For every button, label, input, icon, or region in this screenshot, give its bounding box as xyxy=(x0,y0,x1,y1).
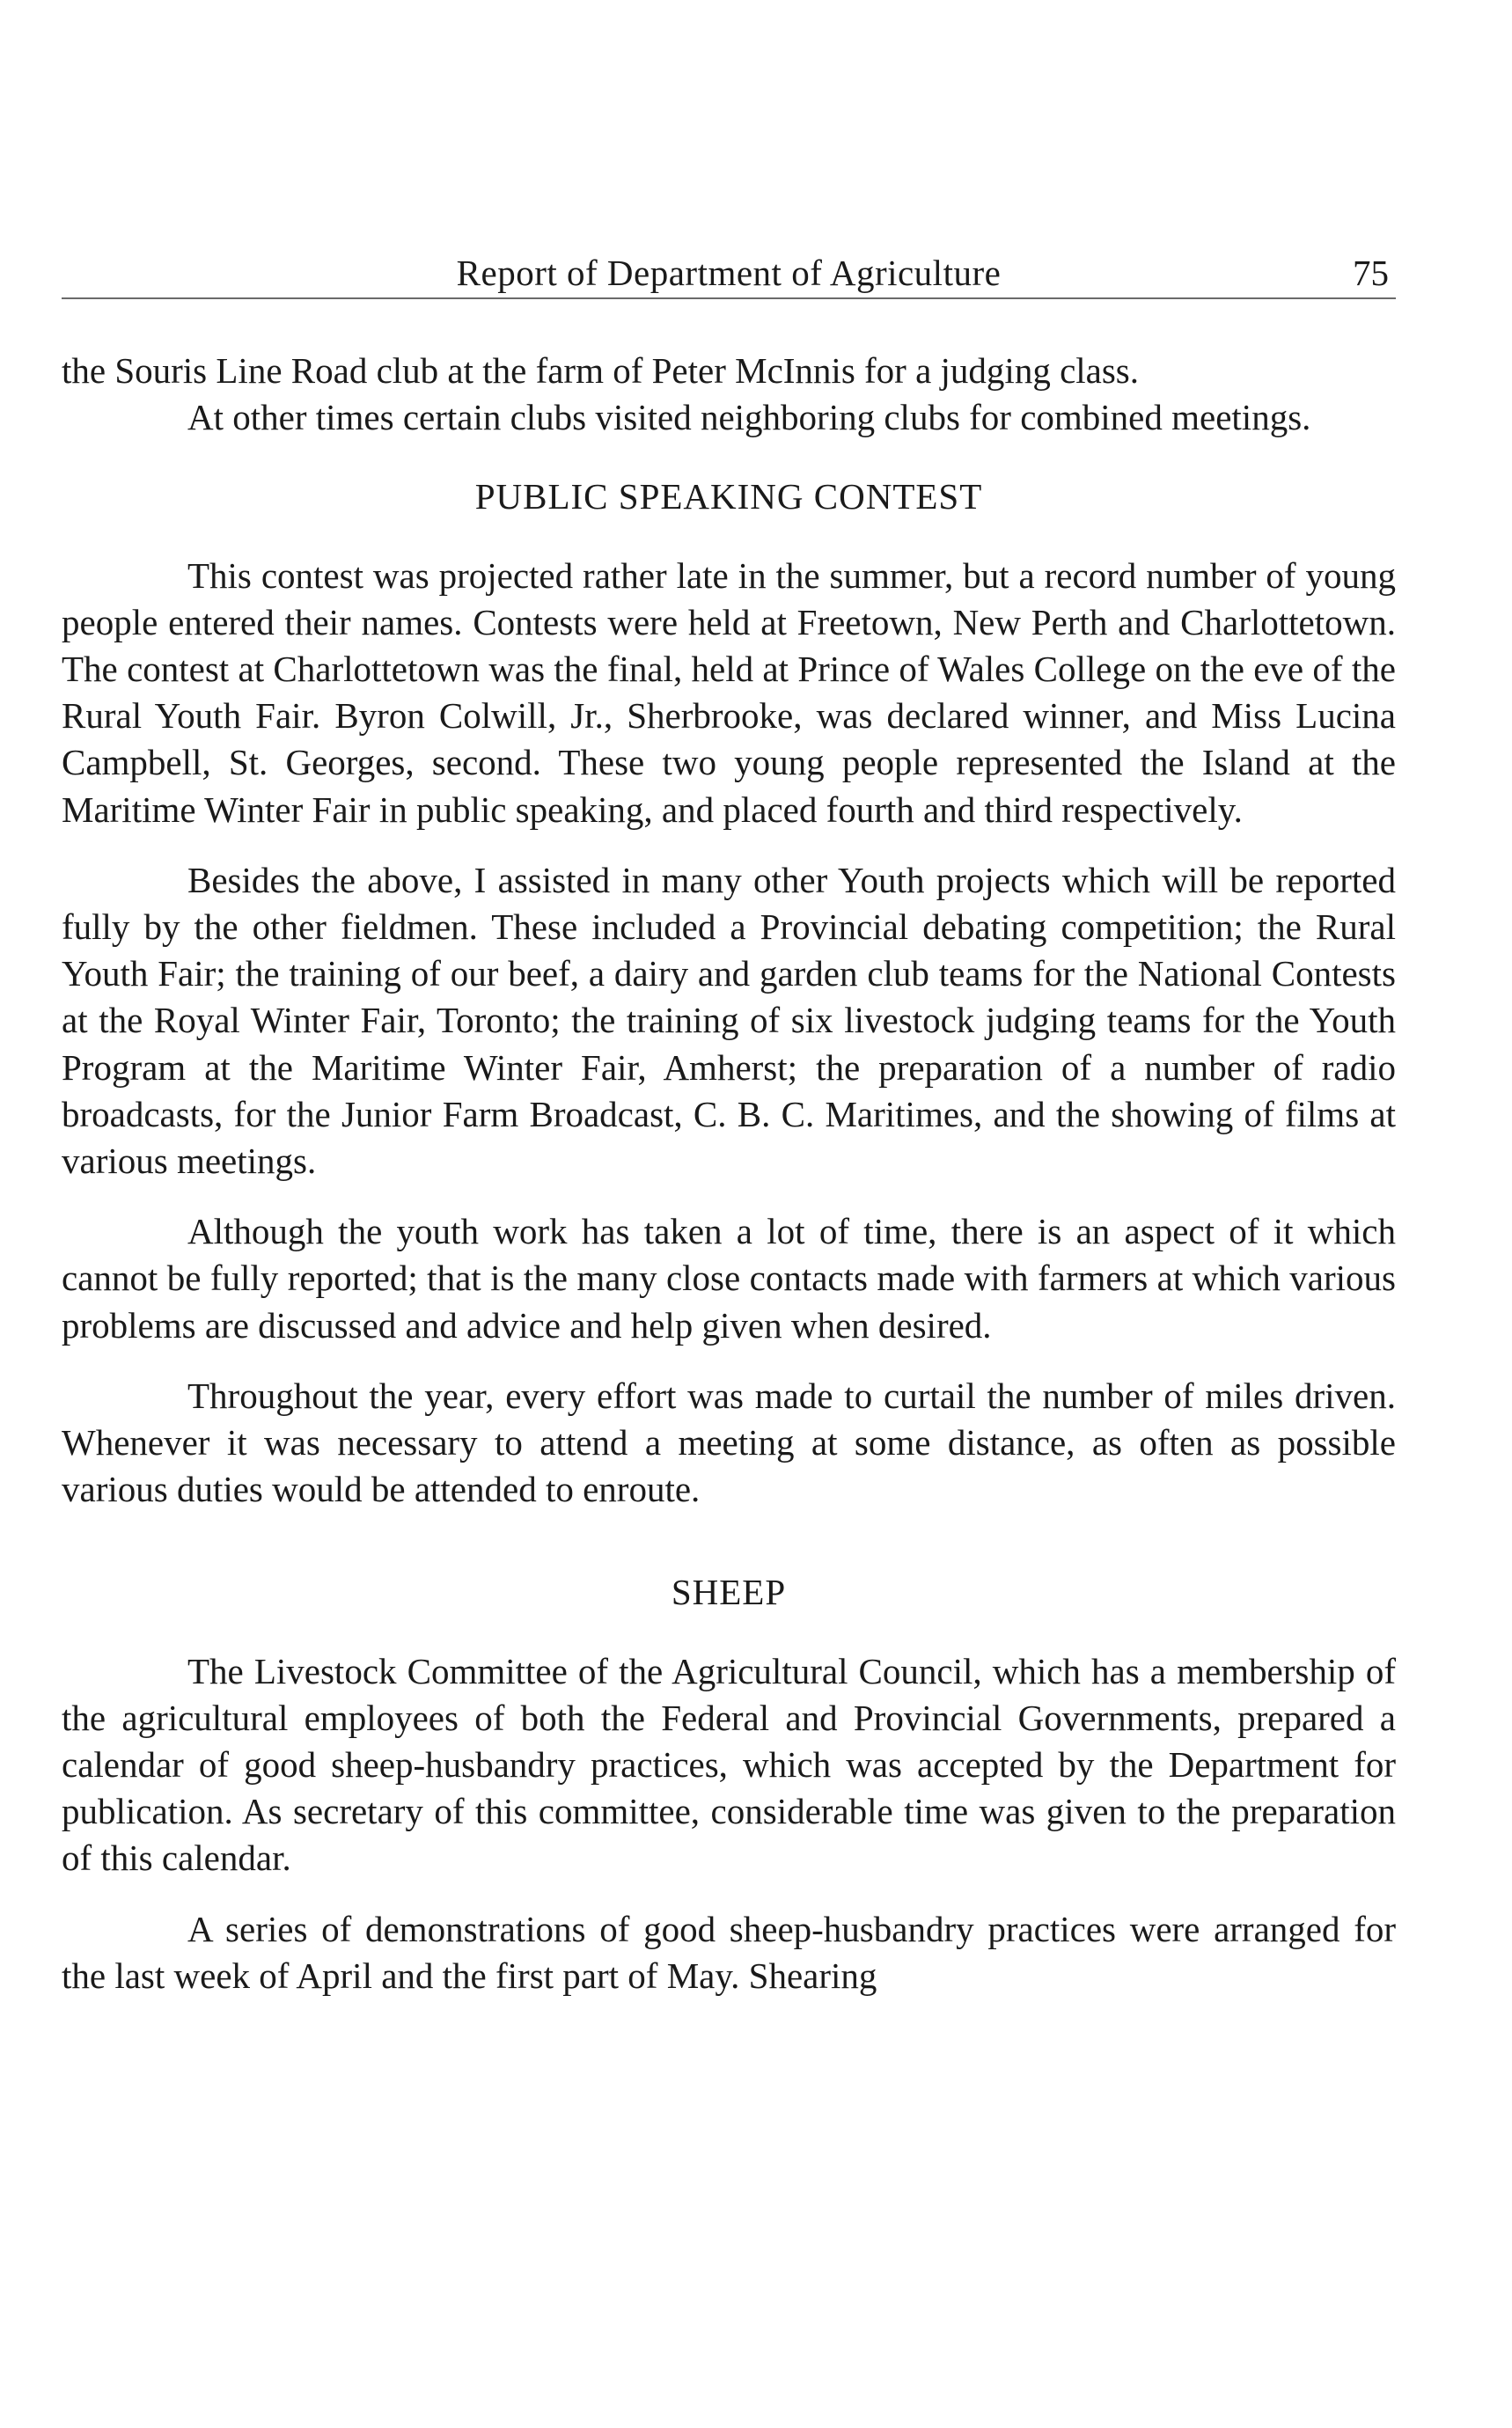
paragraph-youth-work: Although the youth work has taken a lot of time, there is an aspect of it which cannot be fully reported; that is the many close contacts made with farmers at which various problems are discussed and advice and help given when desired. xyxy=(62,1211,1396,1346)
document-page xyxy=(62,0,1396,2428)
paragraph-demonstrations: A series of demonstrations of good sheep-husbandry practices were arranged for the last week of April and the first part of May. Shearing xyxy=(62,1908,1396,1996)
paragraph-continuation: the Souris Line Road club at the farm of Peter McInnis for a judging class. xyxy=(62,350,1140,391)
section-heading-sheep: SHEEP xyxy=(671,1572,787,1613)
paragraph-livestock-committee: The Livestock Committee of the Agricultural Council, which has a membership of the agricultural employees of both the Federal and Provincial Governments, prepared a calendar of good sheep-husbandry practices, which was accepted by the Department for publication. As secretary of this committee, considerable time was given to the preparation of this calendar. xyxy=(62,1650,1396,1879)
running-header-title: Report of Department of Agriculture xyxy=(456,253,1002,293)
paragraph-miles-driven: Throughout the year, every effort was made to curtail the number of miles driven. Whenever it was necessary to attend a meeting at some distance, as often as possible various duties would be attended to enroute. xyxy=(62,1375,1396,1510)
body-text xyxy=(62,348,1396,1999)
paragraph-youth-projects: Besides the above, I assisted in many other Youth projects which will be reported fully by the other fieldmen. These included a Provincial debating competition; the Rural Youth Fair; the training of our beef, a dairy and garden club teams for the National Contests at the Royal Winter Fair, Toronto; the training of six livestock judging teams for the Youth Program at the Maritime Winter Fair, Amherst; the preparation of a number of radio broadcasts, for the Junior Farm Broadcast, C. B. C. Maritimes, and the showing of films at various meetings. xyxy=(62,859,1396,1182)
page-number: 75 xyxy=(1353,253,1389,293)
paragraph-public-speaking: This contest was projected rather late in the summer, but a record number of young people entered their names. Contests were held at Freetown, New Perth and Charlottetown. The contest at Charlottetown was the final, held at Prince of Wales College on the eve of the Rural Youth Fair. Byron Colwill, Jr., Sherbrooke, was declared winner, and Miss Lucina Campbell, St. Georges, second. These two young people represented the Island at the Maritime Winter Fair in public speaking, and placed fourth and third respectively. xyxy=(62,554,1396,830)
running-header xyxy=(62,248,1396,299)
section-heading-public-speaking: PUBLIC SPEAKING CONTEST xyxy=(474,476,983,517)
paragraph-combined-meetings: At other times certain clubs visited neighboring clubs for combined meetings. xyxy=(187,397,1311,438)
